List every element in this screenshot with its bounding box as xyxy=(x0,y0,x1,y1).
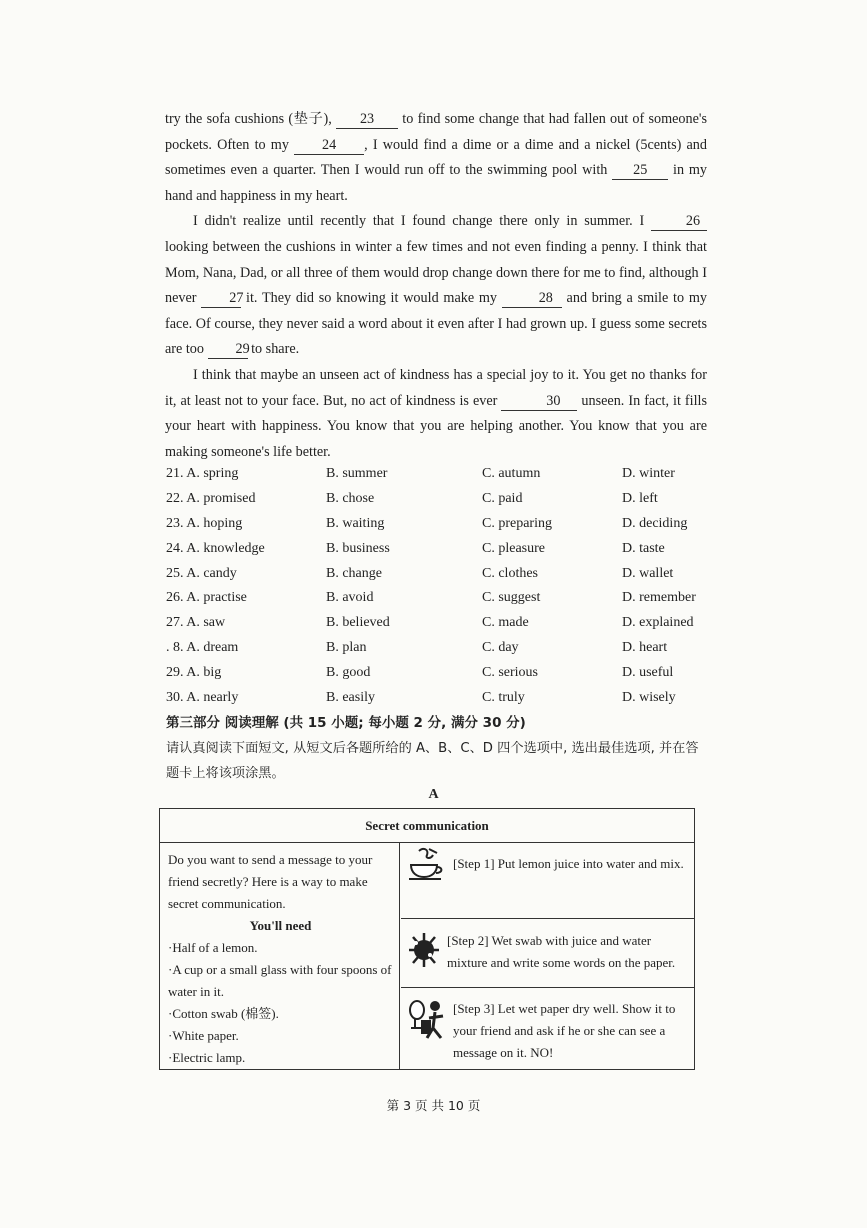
step-1-text: [Step 1] Put lemon juice into water and mix. xyxy=(453,856,684,871)
option-row xyxy=(166,487,726,512)
option-b: B. plan xyxy=(326,640,367,656)
option-d: D. left xyxy=(622,490,658,506)
option-a: 26. A. practise xyxy=(166,590,247,606)
text: try the sofa cushions (垫子), xyxy=(165,111,337,127)
option-row xyxy=(166,586,726,611)
option-c: C. paid xyxy=(482,490,523,506)
page-number: 第 3 页 共 10 页 xyxy=(386,1098,481,1113)
option-b: B. chose xyxy=(326,490,375,506)
option-d: D. deciding xyxy=(622,515,688,531)
option-c: C. pleasure xyxy=(482,540,545,556)
option-a: 21. A. spring xyxy=(166,466,239,481)
blank-24: 24 xyxy=(294,137,364,155)
text: in my hand and happiness in my heart. xyxy=(165,162,707,204)
need-item: ·White paper. xyxy=(168,1028,239,1043)
option-d: D. remember xyxy=(622,590,696,606)
option-row xyxy=(166,611,726,636)
option-c: C. preparing xyxy=(482,515,552,531)
option-c: C. day xyxy=(482,640,519,656)
option-d: D. explained xyxy=(622,615,694,631)
text: it. They did so knowing it would make my xyxy=(241,290,502,307)
text: I didn't realize until recently that I found change there only in summer. I xyxy=(193,213,651,230)
option-row xyxy=(166,512,726,537)
blank-26: 26 xyxy=(651,213,707,231)
option-a: . 8. A. dream xyxy=(166,640,239,656)
option-row xyxy=(166,462,726,487)
need-item: ·Cotton swab (棉签). xyxy=(168,1006,279,1021)
paragraph-2 xyxy=(165,209,707,363)
splash-icon xyxy=(407,931,441,976)
option-d: D. useful xyxy=(622,665,674,681)
option-b: B. change xyxy=(326,565,382,581)
table-title: Secret communication xyxy=(160,809,694,843)
step-2-cell xyxy=(401,919,694,988)
option-c: C. truly xyxy=(482,690,525,706)
step-1-cell xyxy=(401,843,694,919)
step-2-text: [Step 2] Wet swab with juice and water mixture and write some words on the paper. xyxy=(447,933,676,970)
need-item: ·A cup or a small glass with four spoons of water in it. xyxy=(168,962,392,999)
option-b: B. good xyxy=(326,665,371,681)
passage-label: A xyxy=(428,787,439,802)
option-d: D. heart xyxy=(622,640,668,656)
need-item: ·Half of a lemon. xyxy=(168,940,258,955)
text: to find some change that had fallen out of someone's pockets. Often to my xyxy=(165,111,707,153)
section-heading: 第三部分 阅读理解 (共 15 小题; 每小题 2 分, 满分 30 分) xyxy=(166,715,526,731)
option-row xyxy=(166,661,726,686)
cloze-passage xyxy=(165,107,707,465)
option-b: B. summer xyxy=(326,466,388,481)
option-b: B. business xyxy=(326,540,390,556)
answer-options xyxy=(166,462,726,711)
step-3-text: [Step 3] Let wet paper dry well. Show it to your friend and ask if he or she can see a message on it. NO! xyxy=(453,1001,676,1060)
blank-29: 29 xyxy=(208,341,248,359)
need-item: ·Electric lamp. xyxy=(168,1050,246,1065)
materials-cell xyxy=(160,843,400,1069)
option-a: 27. A. saw xyxy=(166,615,226,631)
text: to share. xyxy=(247,341,300,358)
section-instruction: 请认真阅读下面短文, 从短文后各题所给的 A、B、C、D 四个选项中, 选出最佳选项, 并在答题卡上将该项涂黑。 xyxy=(166,741,699,781)
text: looking between the cushions in winter a few times and not even finding a penny. I think that Mom, Nana, Dad, or all three of them would drop change down there for me to find, although I never xyxy=(165,238,707,307)
blank-27: 27 xyxy=(201,290,241,308)
option-b: B. believed xyxy=(326,615,390,631)
option-a: 24. A. knowledge xyxy=(166,540,265,556)
option-c: C. serious xyxy=(482,665,538,681)
option-b: B. avoid xyxy=(326,590,374,606)
option-row xyxy=(166,686,726,711)
blank-23: 23 xyxy=(336,111,398,129)
lamp-reader-icon xyxy=(407,998,449,1049)
option-d: D. winter xyxy=(622,466,675,481)
paragraph-3 xyxy=(165,363,707,465)
option-d: D. wisely xyxy=(622,690,676,706)
option-a: 25. A. candy xyxy=(166,565,237,581)
option-c: C. autumn xyxy=(482,466,541,481)
text: I think that maybe an unseen act of kindness has a special joy to it. You get no thanks for it, at least not to your face. But, no act of kindness is ever xyxy=(165,366,707,409)
option-row xyxy=(166,537,726,562)
blank-25: 25 xyxy=(612,162,668,180)
need-heading: You'll need xyxy=(249,918,312,933)
text: unseen. In fact, it fills your heart with happiness. You know that you are helping another. You know that you are making someone's life better. xyxy=(165,392,707,460)
option-row xyxy=(166,562,726,587)
paragraph-1 xyxy=(165,107,707,209)
option-row xyxy=(166,636,726,661)
option-d: D. taste xyxy=(622,540,665,556)
option-a: 30. A. nearly xyxy=(166,690,239,706)
option-c: C. made xyxy=(482,615,529,631)
option-a: 23. A. hoping xyxy=(166,515,243,531)
option-b: B. waiting xyxy=(326,515,385,531)
option-a: 29. A. big xyxy=(166,665,222,681)
blank-28: 28 xyxy=(502,290,562,308)
text: and bring a smile to my face. Of course, they never said a word about it even after I had grown up. I guess some secrets are too xyxy=(165,290,707,358)
blank-30: 30 xyxy=(501,393,577,411)
option-b: B. easily xyxy=(326,690,375,706)
option-a: 22. A. promised xyxy=(166,490,256,506)
option-c: C. clothes xyxy=(482,565,538,581)
step-3-cell xyxy=(401,988,694,1069)
option-d: D. wallet xyxy=(622,565,674,581)
option-c: C. suggest xyxy=(482,590,541,606)
intro-text: Do you want to send a message to your friend secretly? Here is a way to make secret communication. xyxy=(168,852,373,911)
text: , I would find a dime or a dime and a nickel (5cents) and sometimes even a quarter. Then I would run off to the swimming pool with xyxy=(165,136,707,179)
secret-communication-table xyxy=(159,808,695,1070)
